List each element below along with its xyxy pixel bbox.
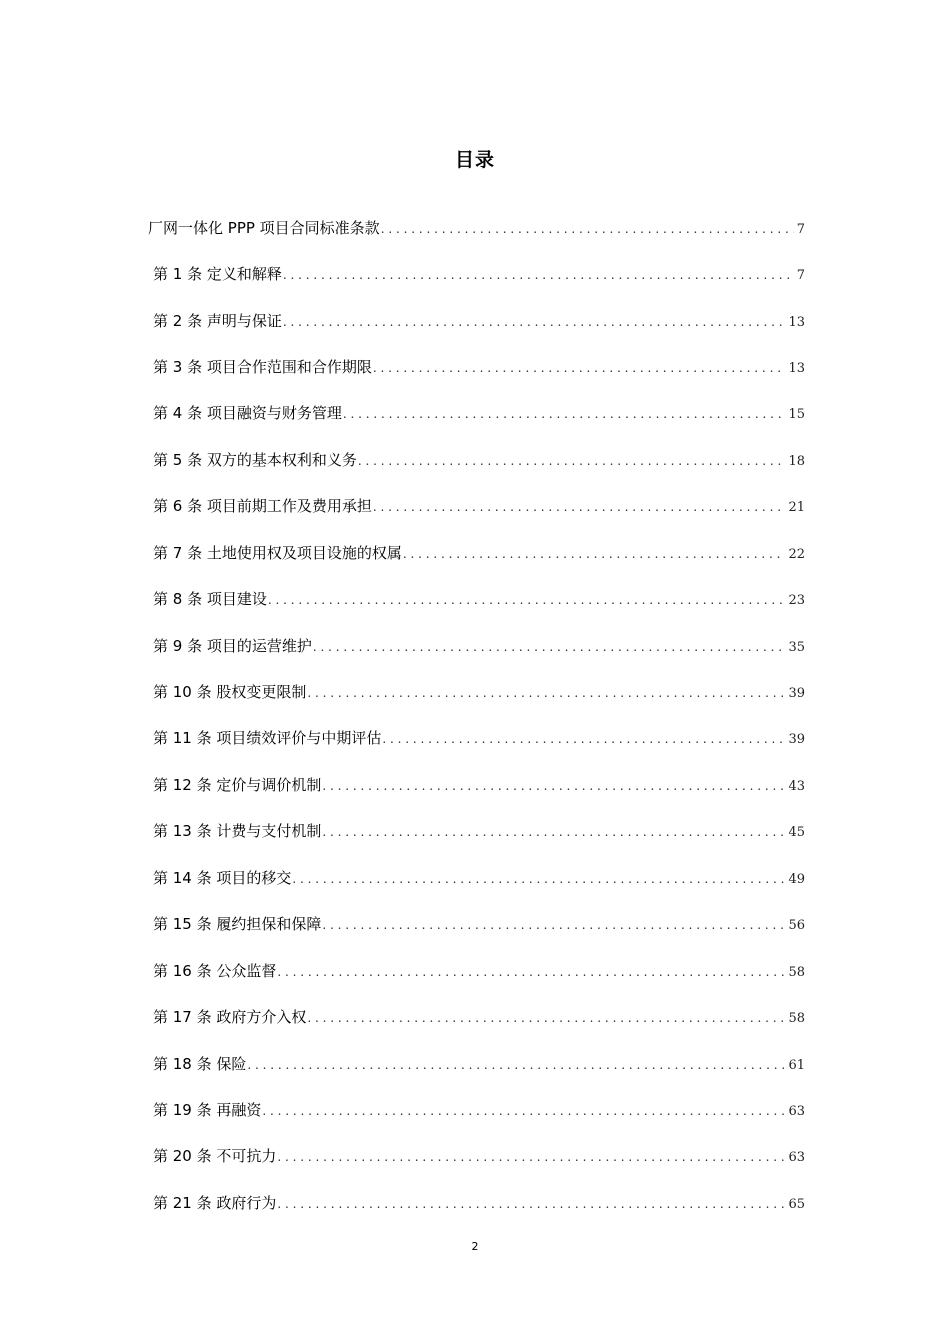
toc-entry-label: 第 16 条 公众监督 bbox=[153, 962, 277, 980]
dot-leader bbox=[322, 775, 785, 797]
dot-leader bbox=[277, 1193, 785, 1215]
dot-leader bbox=[283, 311, 786, 333]
dot-leader bbox=[373, 496, 786, 518]
toc-entry[interactable] bbox=[153, 867, 805, 889]
toc-entry-page: 39 bbox=[788, 686, 805, 701]
toc-entry-label: 第 15 条 履约担保和保障 bbox=[153, 915, 322, 933]
toc-entry[interactable] bbox=[153, 1099, 805, 1121]
dot-leader bbox=[307, 682, 785, 704]
toc-entry-page: 49 bbox=[788, 872, 805, 887]
toc-entry-page: 22 bbox=[788, 547, 805, 562]
toc-entry-page: 35 bbox=[788, 640, 805, 655]
toc-entry[interactable] bbox=[153, 588, 805, 610]
toc-entry-label: 第 21 条 政府行为 bbox=[153, 1194, 277, 1212]
toc-entry-label: 第 10 条 股权变更限制 bbox=[153, 683, 307, 701]
toc-entry-page: 56 bbox=[788, 918, 805, 933]
dot-leader bbox=[307, 1007, 785, 1029]
toc-entry-label: 第 14 条 项目的移交 bbox=[153, 869, 292, 887]
toc-entry-label: 第 11 条 项目绩效评价与中期评估 bbox=[153, 729, 382, 747]
dot-leader bbox=[277, 961, 785, 983]
toc-entry[interactable] bbox=[153, 1006, 805, 1028]
toc-entry-label: 第 2 条 声明与保证 bbox=[153, 312, 282, 330]
toc-entry-label: 第 6 条 项目前期工作及费用承担 bbox=[153, 497, 372, 515]
toc-entry[interactable] bbox=[148, 217, 805, 239]
toc-entry-page: 61 bbox=[788, 1058, 805, 1073]
page-number: 2 bbox=[471, 1240, 479, 1253]
toc-entry-page: 13 bbox=[788, 315, 805, 330]
toc-entry-page: 18 bbox=[788, 454, 805, 469]
dot-leader bbox=[277, 1146, 785, 1168]
toc-entry-page: 13 bbox=[788, 361, 805, 376]
dot-leader bbox=[292, 868, 785, 890]
dot-leader bbox=[262, 1100, 785, 1122]
toc-entry[interactable] bbox=[153, 402, 805, 424]
dot-leader bbox=[381, 218, 794, 240]
toc-entry-label: 第 8 条 项目建设 bbox=[153, 590, 267, 608]
toc-entry[interactable] bbox=[153, 635, 805, 657]
toc-entry[interactable] bbox=[153, 913, 805, 935]
toc-entry-page: 7 bbox=[796, 268, 805, 283]
toc-entry-label: 第 9 条 项目的运营维护 bbox=[153, 637, 312, 655]
toc-entry-page: 63 bbox=[788, 1104, 805, 1119]
toc-entry-label: 第 19 条 再融资 bbox=[153, 1101, 262, 1119]
toc-entry-label: 第 1 条 定义和解释 bbox=[153, 265, 282, 283]
toc-entry[interactable] bbox=[153, 356, 805, 378]
toc-entry-page: 7 bbox=[796, 222, 805, 237]
dot-leader bbox=[358, 450, 786, 472]
toc-entry-label: 第 12 条 定价与调价机制 bbox=[153, 776, 322, 794]
toc-entry[interactable] bbox=[153, 542, 805, 564]
toc-entry-page: 45 bbox=[788, 825, 805, 840]
toc-entry[interactable] bbox=[153, 1053, 805, 1075]
toc-entry[interactable] bbox=[153, 495, 805, 517]
toc-entry[interactable] bbox=[153, 263, 805, 285]
toc-entry-page: 43 bbox=[788, 779, 805, 794]
toc-entry[interactable] bbox=[153, 960, 805, 982]
toc-entry-page: 58 bbox=[788, 965, 805, 980]
toc-entry-label: 第 4 条 项目融资与财务管理 bbox=[153, 404, 342, 422]
dot-leader bbox=[322, 821, 785, 843]
toc-entry[interactable] bbox=[153, 1145, 805, 1167]
toc-entry-page: 58 bbox=[788, 1011, 805, 1026]
toc-entry-page: 65 bbox=[788, 1197, 805, 1212]
toc-entry-page: 63 bbox=[788, 1150, 805, 1165]
page-title: 目录 bbox=[454, 149, 495, 171]
toc-entry[interactable] bbox=[153, 449, 805, 471]
toc-entry-page: 39 bbox=[788, 732, 805, 747]
toc-entry-label: 第 17 条 政府方介入权 bbox=[153, 1008, 307, 1026]
dot-leader bbox=[403, 543, 786, 565]
toc-entry-label: 厂网一体化 PPP 项目合同标准条款 bbox=[148, 219, 380, 237]
dot-leader bbox=[283, 264, 794, 286]
toc-entry[interactable] bbox=[153, 820, 805, 842]
dot-leader bbox=[322, 914, 785, 936]
toc-entry-label: 第 18 条 保险 bbox=[153, 1055, 247, 1073]
dot-leader bbox=[247, 1054, 785, 1076]
dot-leader bbox=[343, 403, 786, 425]
toc-entry-page: 21 bbox=[788, 500, 805, 515]
dot-leader bbox=[382, 728, 785, 750]
toc-entry-label: 第 13 条 计费与支付机制 bbox=[153, 822, 322, 840]
toc-entry-label: 第 3 条 项目合作范围和合作期限 bbox=[153, 358, 372, 376]
toc-entry-label: 第 7 条 土地使用权及项目设施的权属 bbox=[153, 544, 402, 562]
toc-entry[interactable] bbox=[153, 1192, 805, 1214]
toc-entry-page: 15 bbox=[788, 407, 805, 422]
toc-entry[interactable] bbox=[153, 681, 805, 703]
toc-entry[interactable] bbox=[153, 310, 805, 332]
toc-entry-page: 23 bbox=[788, 593, 805, 608]
dot-leader bbox=[268, 589, 786, 611]
toc-entry[interactable] bbox=[153, 774, 805, 796]
toc-entry[interactable] bbox=[153, 727, 805, 749]
toc-entry-label: 第 20 条 不可抗力 bbox=[153, 1147, 277, 1165]
dot-leader bbox=[373, 357, 786, 379]
dot-leader bbox=[313, 636, 786, 658]
toc-entry-label: 第 5 条 双方的基本权利和义务 bbox=[153, 451, 357, 469]
